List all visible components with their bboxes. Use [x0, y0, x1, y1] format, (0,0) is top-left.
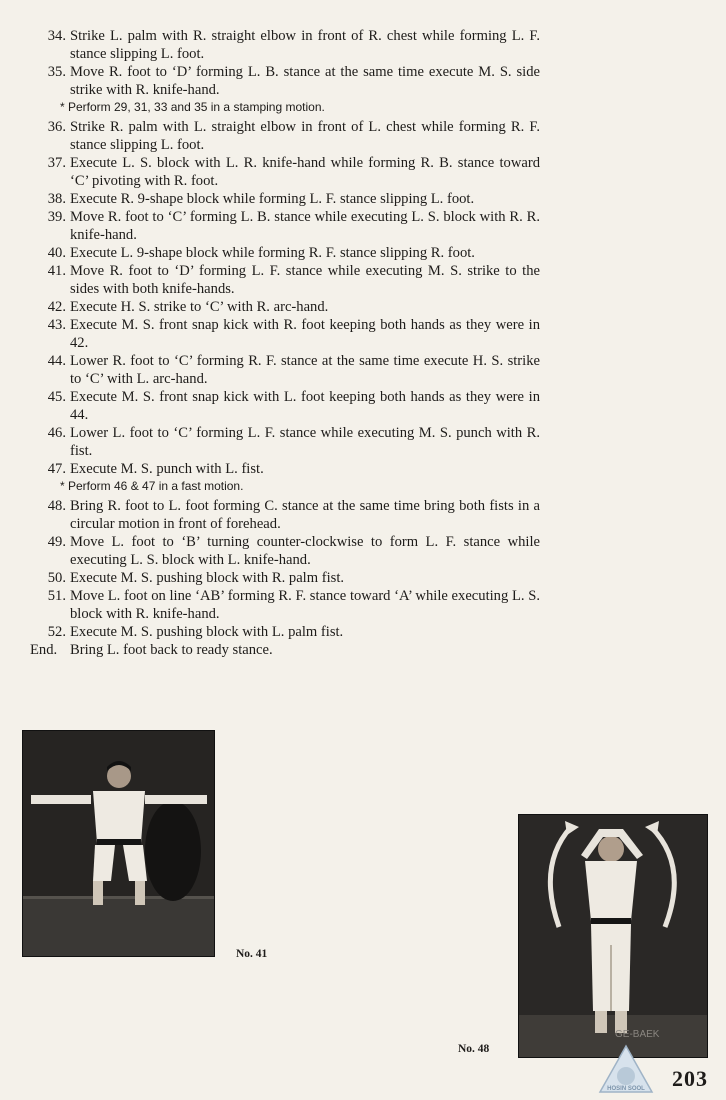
step	[30, 208, 540, 244]
step-number: 47.	[47, 461, 66, 477]
step-number: 39.	[47, 209, 66, 225]
step	[30, 352, 540, 388]
step	[30, 623, 540, 641]
photo-no-48	[518, 814, 708, 1058]
step	[30, 244, 540, 262]
step-text: Execute L. S. block with L. R. knife-hand while forming R. B. stance toward ‘C’ pivoting with R. foot.	[70, 155, 540, 189]
photo-41-image	[23, 731, 214, 956]
step-text: Move L. foot on line ‘AB’ forming R. F. stance toward ‘A’ while executing L. S. block with R. knife-hand.	[70, 588, 540, 622]
step-number: 52.	[47, 624, 66, 640]
step-text: Lower L. foot to ‘C’ forming L. F. stance while executing M. S. punch with R. fist.	[70, 425, 540, 459]
note	[30, 100, 540, 115]
step-text: Execute L. 9-shape block while forming R. F. stance slipping R. foot.	[70, 245, 475, 261]
step-text: Execute R. 9-shape block while forming L. F. stance slipping L. foot.	[70, 191, 475, 207]
step-text: Execute M. S. front snap kick with L. foot keeping both hands as they were in 44.	[70, 389, 540, 423]
step-number: 42.	[47, 299, 66, 315]
step-number: 35.	[47, 64, 66, 80]
step	[30, 262, 540, 298]
step-number: 49.	[47, 534, 66, 550]
step	[30, 533, 540, 569]
step-text: Strike L. palm with R. straight elbow in front of R. chest while forming L. F. stance slipping L. foot.	[70, 28, 540, 62]
step-text: Bring L. foot back to ready stance.	[70, 642, 273, 658]
step	[30, 316, 540, 352]
step-number: 43.	[47, 317, 66, 333]
photo-no-41	[22, 730, 215, 957]
step-number: 34.	[47, 28, 66, 44]
step-number: 44.	[47, 353, 66, 369]
step-number: 37.	[47, 155, 66, 171]
step	[30, 190, 540, 208]
step-number: 38.	[47, 191, 66, 207]
step	[30, 298, 540, 316]
step-number: 48.	[47, 498, 66, 514]
step	[30, 63, 540, 99]
step	[30, 424, 540, 460]
photo-48-caption: No. 48	[458, 1043, 490, 1055]
step	[30, 587, 540, 623]
step-text: Execute M. S. pushing block with L. palm fist.	[70, 624, 344, 640]
photo-48-image	[519, 815, 707, 1057]
step-text: Execute M. S. front snap kick with R. foot keeping both hands as they were in 42.	[70, 317, 540, 351]
hosin-sool-watermark-logo	[598, 1044, 654, 1094]
photo-48-watermark-text: GE-BAEK	[615, 1029, 660, 1040]
step-text: Move R. foot to ‘C’ forming L. B. stance while executing L. S. block with R. R. knife-hand.	[70, 209, 540, 243]
svg-text:HOSIN SOOL: HOSIN SOOL	[607, 1086, 645, 1092]
instruction-list	[30, 27, 540, 659]
step-text: Move L. foot to ‘B’ turning counter-clockwise to form L. F. stance while executing L. S. block with L. knife-hand.	[70, 534, 540, 568]
step	[30, 569, 540, 587]
step-text: Bring R. foot to L. foot forming C. stance at the same time bring both fists in a circular motion in front of forehead.	[70, 498, 540, 532]
step-text: Move R. foot to ‘D’ forming L. B. stance at the same time execute M. S. side strike with R. knife-hand.	[70, 64, 540, 98]
step-number: End.	[30, 642, 58, 658]
step	[30, 388, 540, 424]
page-number: 203	[672, 1066, 708, 1091]
step-number: 36.	[47, 119, 66, 135]
step-number: 51.	[47, 588, 66, 604]
step-text: Move R. foot to ‘D’ forming L. F. stance while executing M. S. strike to the sides with both knife-hands.	[70, 263, 540, 297]
step-number: 50.	[47, 570, 66, 586]
step-number: 46.	[47, 425, 66, 441]
photo-41-caption: No. 41	[236, 948, 268, 960]
step-number: 40.	[47, 245, 66, 261]
note	[30, 479, 540, 494]
step	[30, 27, 540, 63]
step	[30, 460, 540, 478]
step-text: Execute M. S. punch with L. fist.	[70, 461, 264, 477]
step-number: 41.	[47, 263, 66, 279]
step	[30, 118, 540, 154]
step-text: Lower R. foot to ‘C’ forming R. F. stance at the same time execute H. S. strike to ‘C’ with L. arc-hand.	[70, 353, 540, 387]
step	[30, 154, 540, 190]
step-text: Strike R. palm with L. straight elbow in front of L. chest while forming R. F. stance slipping L. foot.	[70, 119, 540, 153]
note-text: * Perform 29, 31, 33 and 35 in a stamping motion.	[60, 100, 325, 114]
step-text: Execute M. S. pushing block with R. palm fist.	[70, 570, 345, 586]
step	[30, 497, 540, 533]
step-text: Execute H. S. strike to ‘C’ with R. arc-hand.	[70, 299, 329, 315]
step-end	[30, 641, 540, 659]
step-number: 45.	[47, 389, 66, 405]
note-text: * Perform 46 & 47 in a fast motion.	[60, 479, 244, 493]
